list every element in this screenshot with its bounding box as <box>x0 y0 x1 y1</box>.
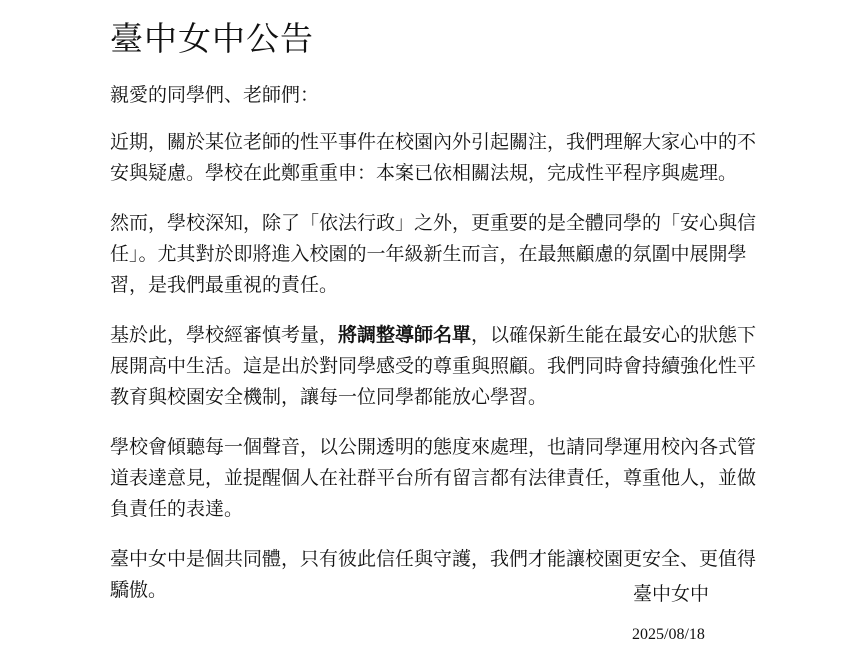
emphasized-text: 將調整導師名單 <box>338 324 472 346</box>
paragraph-line: 習，是我們最重視的責任。 <box>110 274 339 296</box>
announcement-date: 2025/08/18 <box>632 626 705 643</box>
paragraph-line: 臺中女中是個共同體，只有彼此信任與守護，我們才能讓校園更安全、更值得 <box>110 548 757 570</box>
paragraph-line: 展開高中生活。這是出於對同學感受的尊重與照顧。我們同時會持續強化性平 <box>110 355 757 377</box>
paragraph-3 <box>110 320 760 413</box>
announcement-body <box>110 80 760 625</box>
paragraph-line: 安與疑慮。學校在此鄭重重申：本案已依相關法規，完成性平程序與處理。 <box>110 162 738 184</box>
paragraph-line: 任」。尤其對於即將進入校園的一年級新生而言，在最無顧慮的氛圍中展開學 <box>110 243 747 265</box>
paragraph-line: 道表達意見，並提醒個人在社群平台所有留言都有法律責任，尊重他人，並做 <box>110 467 757 489</box>
signature: 臺中女中 <box>633 583 710 605</box>
paragraph-line: 近期，關於某位老師的性平事件在校園內外引起關注，我們理解大家心中的不 <box>110 131 757 153</box>
paragraph-line: 然而，學校深知，除了「依法行政」之外，更重要的是全體同學的「安心與信 <box>110 212 757 234</box>
greeting: 親愛的同學們、老師們： <box>110 84 320 106</box>
announcement-title: 臺中女中公告 <box>110 19 314 58</box>
paragraph-line: 負責任的表達。 <box>110 498 244 520</box>
paragraph-4 <box>110 432 760 525</box>
paragraph-line: 教育與校園安全機制，讓每一位同學都能放心學習。 <box>110 386 548 408</box>
paragraph-line: 學校會傾聽每一個聲音，以公開透明的態度來處理，也請同學運用校內各式管 <box>110 436 757 458</box>
paragraph-2 <box>110 208 760 301</box>
paragraph-line: 驕傲。 <box>110 579 168 601</box>
paragraph-text: 基於此，學校經審慎考量， <box>110 324 339 346</box>
paragraph-line <box>110 320 760 351</box>
paragraph-1 <box>110 127 760 189</box>
paragraph-text: ，以確保新生能在最安心的狀態下 <box>471 324 757 346</box>
